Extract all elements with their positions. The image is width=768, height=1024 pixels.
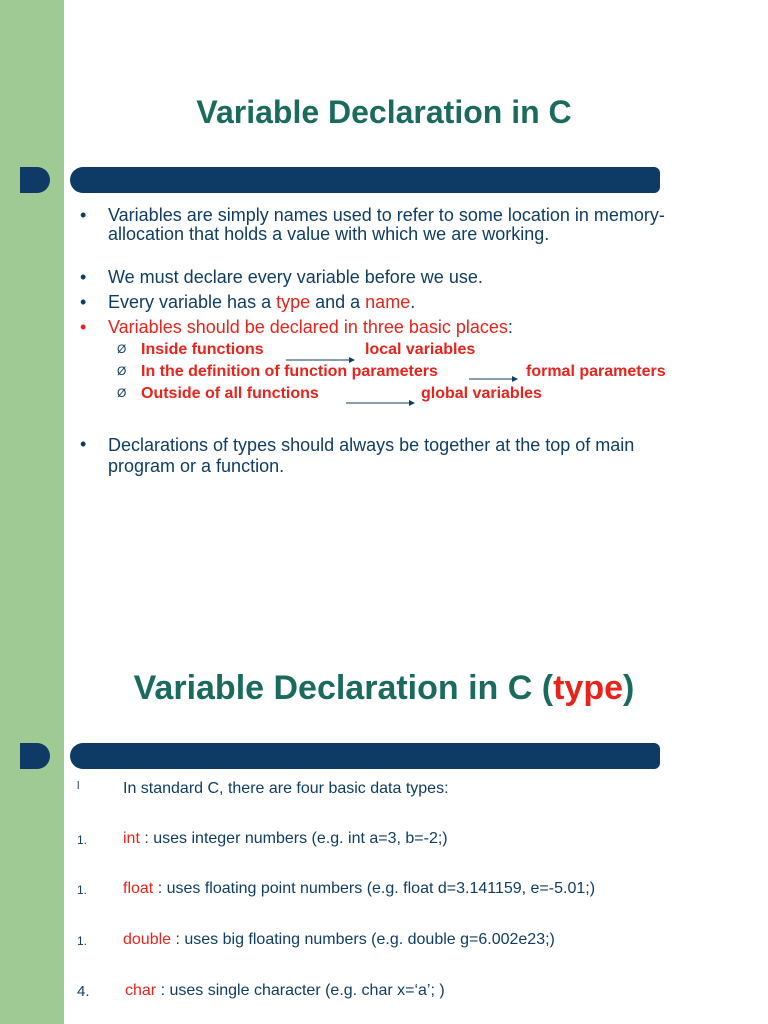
slide-1-title: Variable Declaration in C: [196, 94, 572, 130]
bullet-text: [108, 293, 678, 312]
item-number: 1.: [77, 934, 88, 948]
arrow-marker-icon: Ø: [117, 364, 127, 378]
slide-2-title: [64, 669, 704, 708]
item-number: 1.: [77, 833, 88, 847]
keyword: float: [123, 880, 154, 897]
bullet-text: [108, 318, 678, 337]
divider-tab: [20, 743, 50, 769]
bullet-dot: •: [80, 292, 87, 312]
bullet-text: Declarations of types should always be together at the top of main program or a function.: [108, 435, 635, 476]
description: : uses integer numbers (e.g. int a=3, b=-2;): [139, 830, 448, 847]
bullet-dot: •: [80, 434, 87, 454]
title-pre: Variable Declaration in C (: [133, 669, 554, 707]
sub-right: global variables: [421, 385, 542, 402]
text-post: .: [410, 292, 416, 312]
bullet-dot: •: [80, 317, 87, 337]
three-places-text: Variables should be declared in three basic places: [108, 317, 508, 337]
colon: :: [507, 317, 513, 337]
text-mid: and a: [310, 292, 366, 312]
item-text: [123, 931, 555, 949]
bullet-text: We must declare every variable before we use.: [108, 267, 483, 287]
title-type: type: [553, 669, 624, 707]
left-accent-strip: [0, 0, 64, 1024]
item-number: 4.: [77, 983, 90, 1000]
keyword-name: name: [365, 292, 411, 312]
sub-left: Inside functions: [141, 341, 264, 358]
item-number: 1.: [77, 883, 88, 897]
sub-right: formal parameters: [526, 363, 666, 380]
sub-right: local variables: [365, 341, 476, 358]
item-text: [125, 982, 445, 1000]
arrow-right-icon: [346, 398, 416, 408]
arrow-marker-icon: Ø: [117, 342, 127, 356]
item-text: [123, 880, 595, 898]
item-text: [123, 830, 448, 848]
description: : uses big floating numbers (e.g. double g=6.002e23;): [171, 931, 555, 948]
bullet-dot: •: [80, 205, 87, 225]
keyword-type: type: [276, 292, 311, 312]
divider-tab: [20, 167, 50, 193]
bullet-text: Variables are simply names used to refer to some location in memory-allocation that holds a value with which we are working.: [108, 205, 665, 244]
divider-long: [70, 167, 660, 193]
text-pre: Every variable has a: [108, 292, 277, 312]
arrow-right-icon: [469, 374, 519, 384]
keyword: char: [125, 982, 157, 999]
sub-left: Outside of all functions: [141, 385, 319, 402]
sub-left: In the definition of function parameters: [141, 363, 438, 380]
intro-marker: l: [77, 780, 80, 792]
keyword: int: [123, 830, 140, 847]
title-post: ): [623, 669, 635, 707]
keyword: double: [123, 931, 172, 948]
arrow-marker-icon: Ø: [117, 386, 127, 400]
description: : uses single character (e.g. char x=‘a’; ): [156, 982, 445, 999]
description: : uses floating point numbers (e.g. float d=3.141159, e=-5.01;): [153, 880, 596, 897]
bullet-dot: •: [80, 267, 87, 287]
intro-text: In standard C, there are four basic data types:: [123, 780, 449, 797]
divider-long: [70, 743, 660, 769]
